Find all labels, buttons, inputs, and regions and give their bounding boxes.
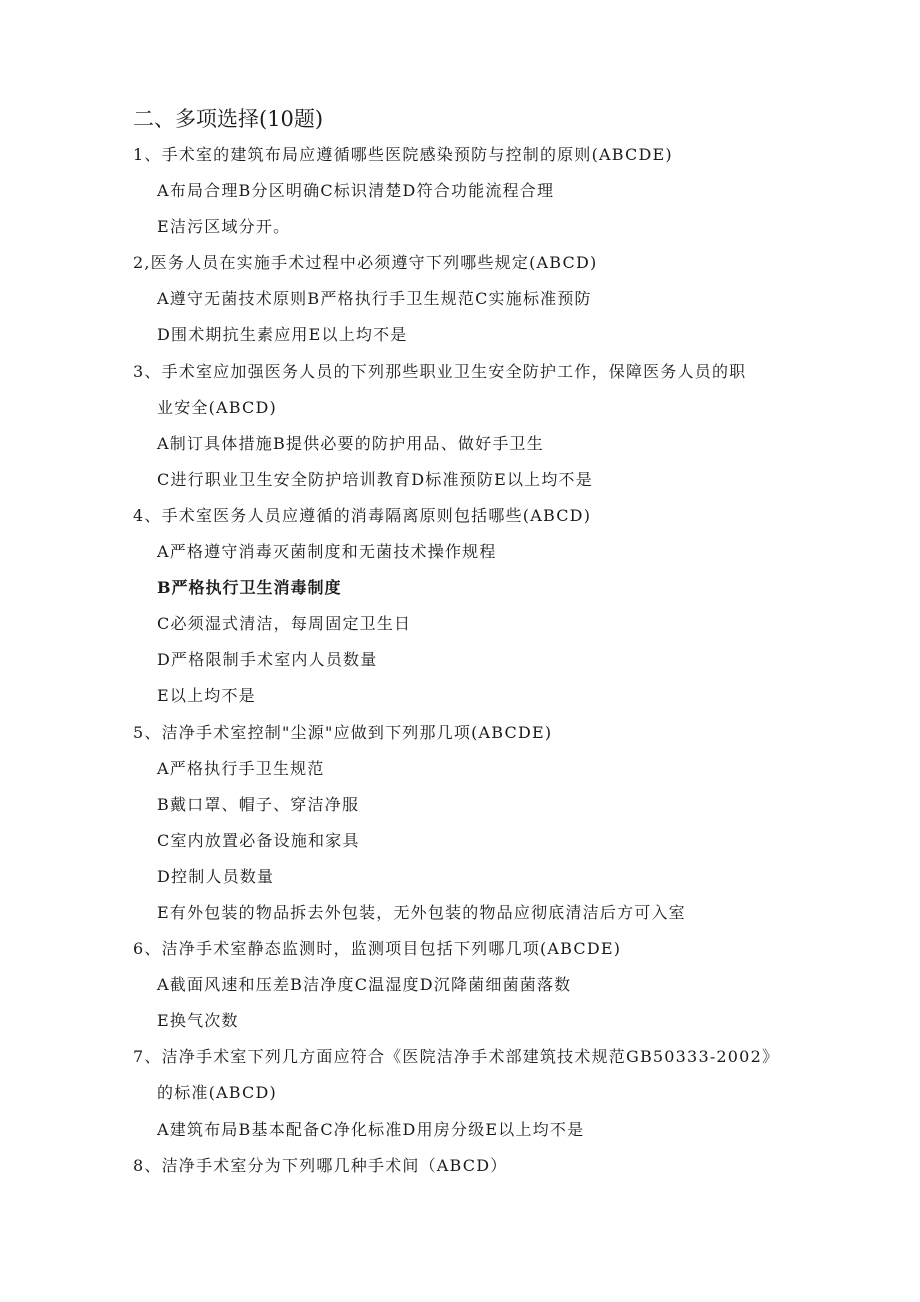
question-text: 1、手术室的建筑布局应遵循哪些医院感染预防与控制的原则(ABCDE) xyxy=(133,145,673,164)
option-text: 业安全(ABCD) xyxy=(157,397,277,417)
question-text: 6、洁净手术室静态监测时，监测项目包括下列哪几项(ABCDE) xyxy=(133,939,622,959)
question-list xyxy=(0,137,920,1184)
option-text: B严格执行卫生消毒制度 xyxy=(157,578,342,598)
option-text: A制订具体措施B提供必要的防护用品、做好手卫生 xyxy=(157,433,544,453)
option-text: 的标准(ABCD) xyxy=(157,1083,277,1103)
question-text: 8、洁净手术室分为下列哪几种手术间（ABCD） xyxy=(133,1155,508,1175)
section-heading: 二、多项选择(10题) xyxy=(133,107,324,131)
option-text: D围术期抗生素应用E以上均不是 xyxy=(157,325,408,345)
option-text: A严格遵守消毒灭菌制度和无菌技术操作规程 xyxy=(157,542,497,562)
option-text: E有外包装的物品拆去外包装，无外包装的物品应彻底清洁后方可入室 xyxy=(157,902,686,922)
question-text: 4、手术室医务人员应遵循的消毒隔离原则包括哪些(ABCD) xyxy=(133,505,592,525)
option-text: E以上均不是 xyxy=(157,686,256,706)
option-text: C室内放置必备设施和家具 xyxy=(157,830,360,850)
question-text: 7、洁净手术室下列几方面应符合《医院洁净手术部建筑技术规范GB50333-2002》 xyxy=(133,1047,780,1067)
option-text: E洁污区域分开。 xyxy=(157,217,291,237)
option-text: D控制人员数量 xyxy=(157,866,275,886)
option-text: C必须湿式清洁，每周固定卫生日 xyxy=(157,614,412,634)
question-text: 5、洁净手术室控制"尘源"应做到下列那几项(ABCDE) xyxy=(133,722,553,742)
option-text: B戴口罩、帽子、穿洁净服 xyxy=(157,794,360,814)
option-text: E换气次数 xyxy=(157,1011,239,1031)
option-text: C进行职业卫生安全防护培训教育D标准预防E以上均不是 xyxy=(157,469,593,489)
option-text: A遵守无菌技术原则B严格执行手卫生规范C实施标准预防 xyxy=(157,289,592,309)
option-text: A截面风速和压差B洁净度C温湿度D沉降菌细菌菌落数 xyxy=(157,975,572,995)
question-text: 3、手术室应加强医务人员的下列那些职业卫生安全防护工作，保障医务人员的职 xyxy=(133,361,747,381)
option-text: A建筑布局B基本配备C净化标准D用房分级E以上均不是 xyxy=(157,1119,585,1139)
option-text: A布局合理B分区明确C标识清楚D符合功能流程合理 xyxy=(157,181,555,201)
option-text: D严格限制手术室内人员数量 xyxy=(157,650,378,670)
option-text: A严格执行手卫生规范 xyxy=(157,758,325,778)
question-text: 2,医务人员在实施手术过程中必须遵守下列哪些规定(ABCD) xyxy=(133,253,598,273)
